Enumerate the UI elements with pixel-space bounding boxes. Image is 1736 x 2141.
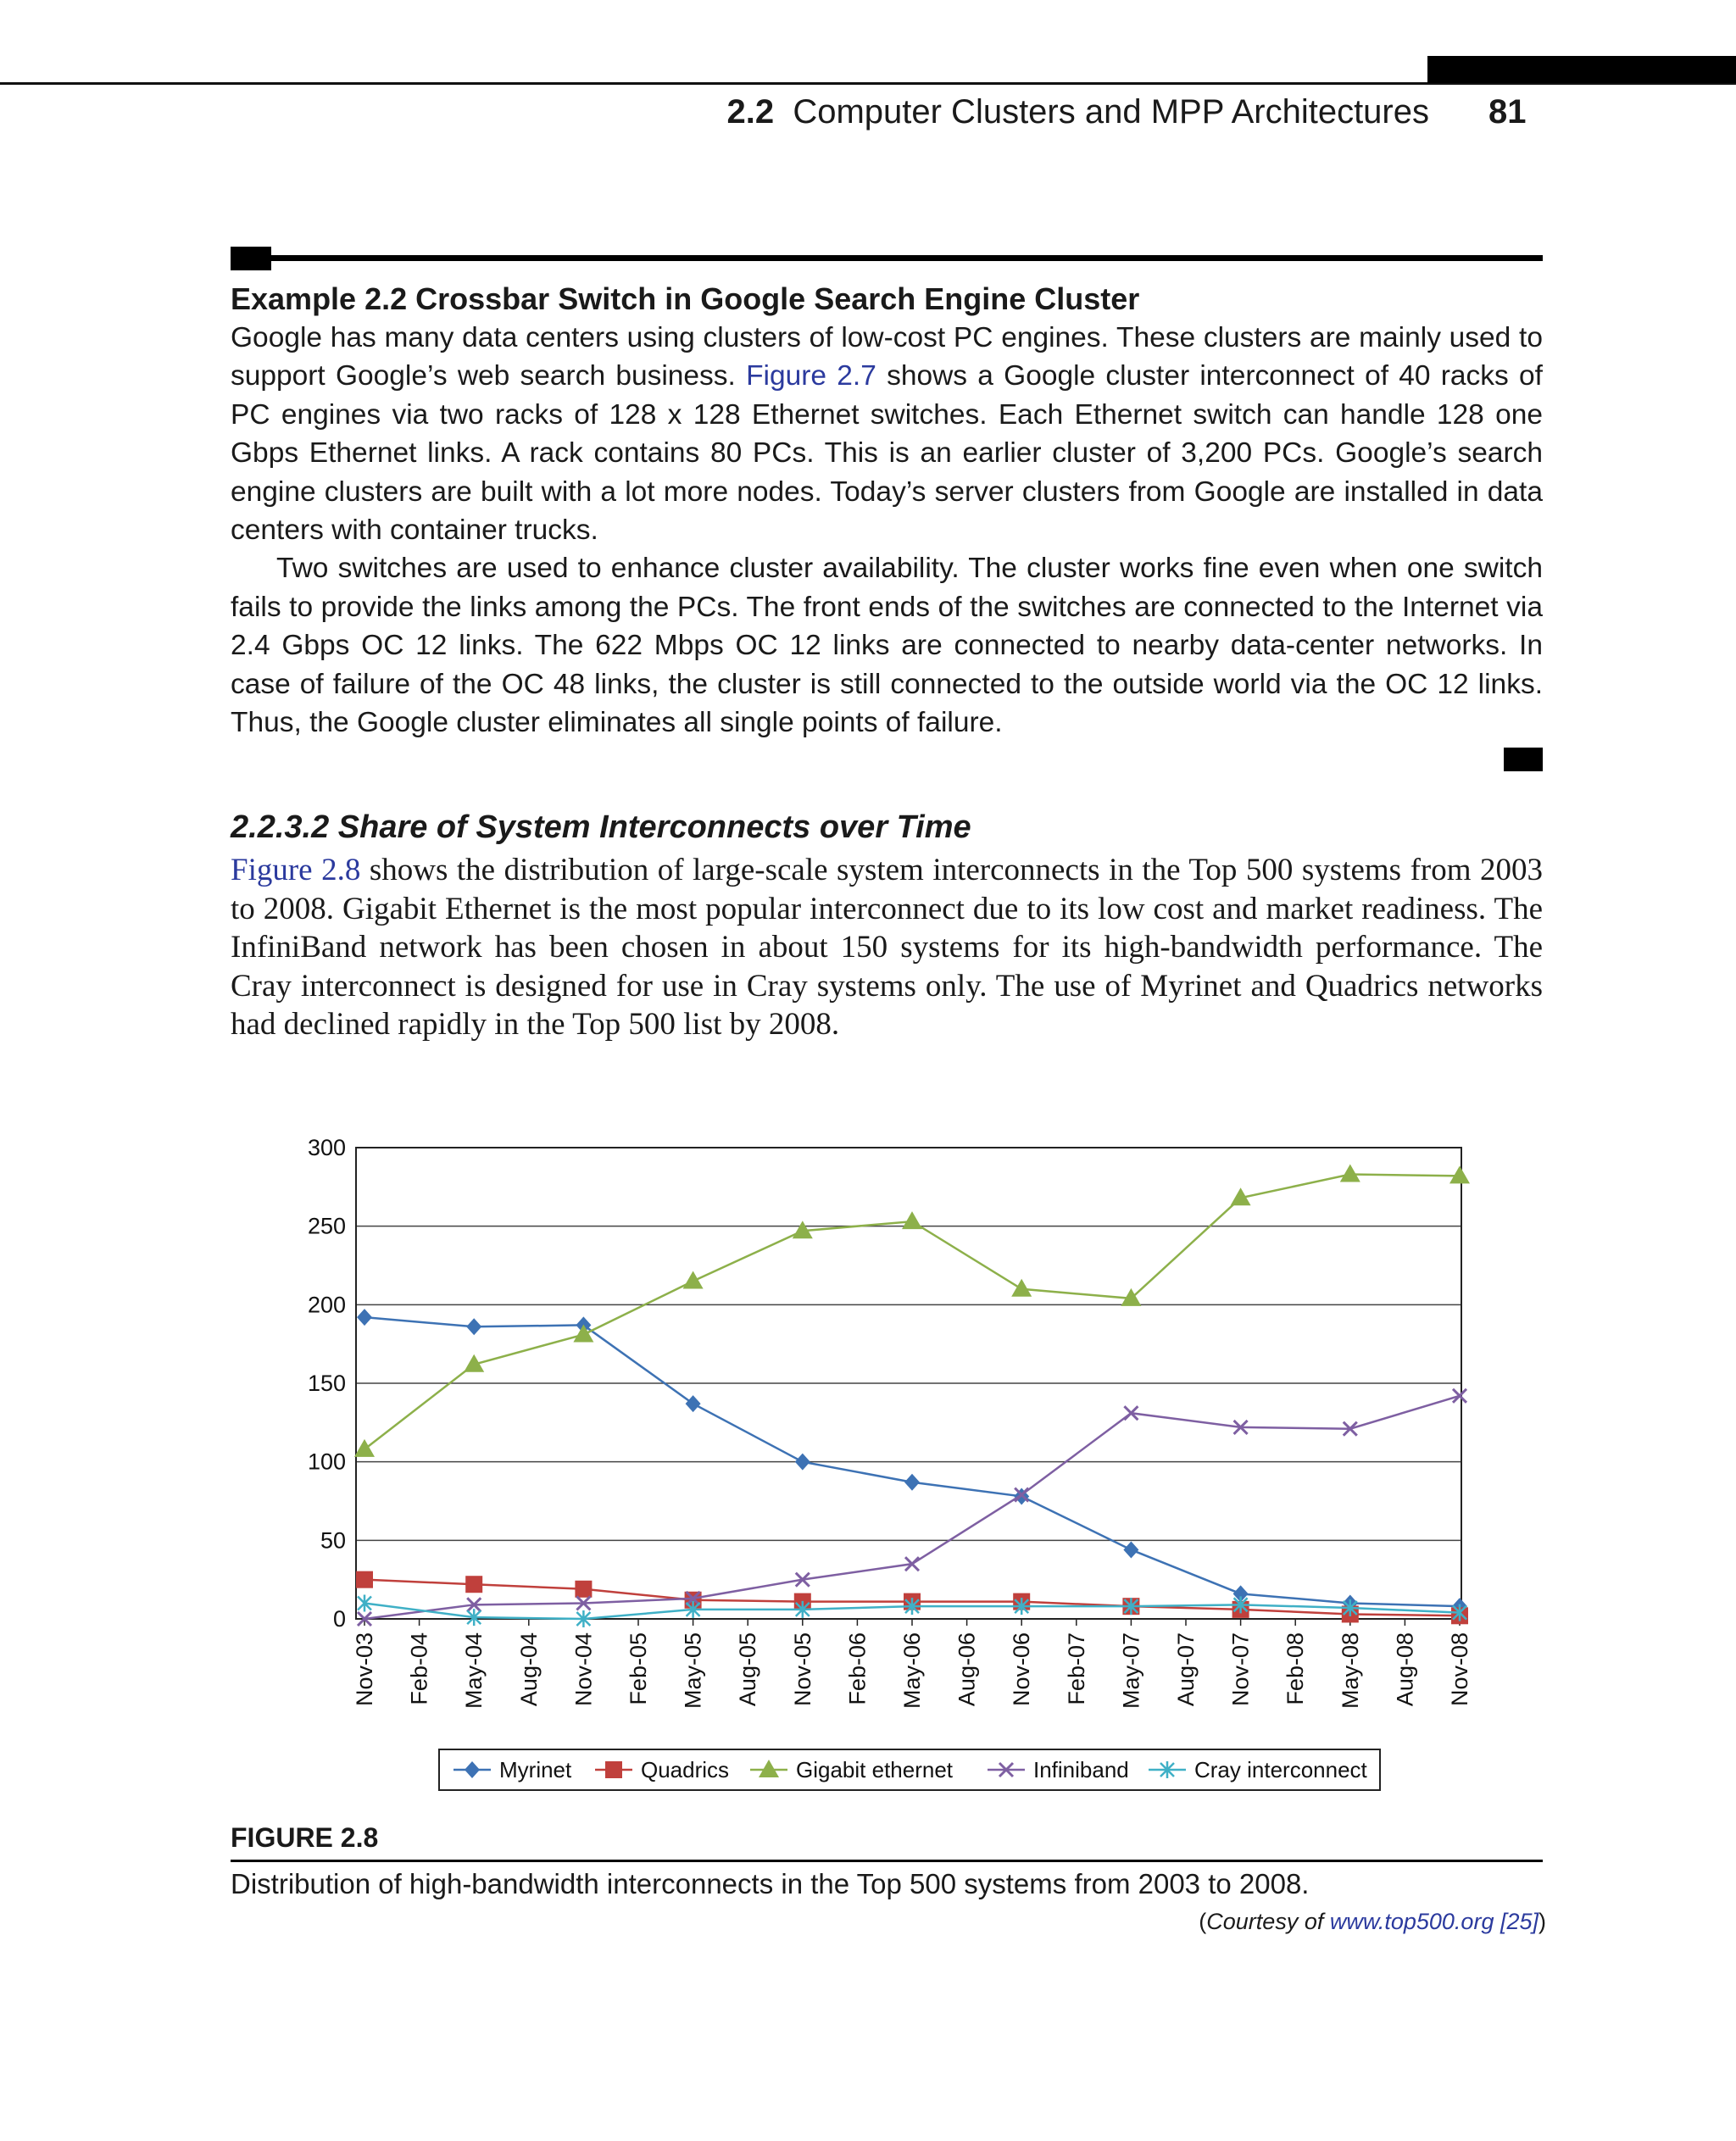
y-tick-label: 200 [307,1292,346,1318]
data-point-myrinet [795,1454,810,1471]
y-tick-label: 250 [307,1213,346,1239]
data-point-myrinet [1123,1541,1138,1558]
x-tick-label: Aug-08 [1392,1632,1418,1707]
data-point-quadrics [356,1571,373,1588]
figure-label: FIGURE 2.8 [231,1822,379,1853]
x-tick-label: Nov-07 [1227,1632,1254,1707]
example-paragraph-1 [231,319,1543,549]
y-tick-label: 100 [307,1449,346,1475]
data-point-gigabit-ethernet [354,1439,375,1457]
section-body-text: shows the distribution of large-scale system interconnects in the Top 500 systems from 2003 to 2008. Gigabit Ethernet is the most popular interconnect due to its low cost and market readiness. The InfiniBand network has been chosen in about 150 systems for its high-bandwidth performance. The Cray interconnect is designed for use in Cray systems only. The use of Myrinet and Quadrics networks had declined rapidly in the Top 500 list by 2008. [231,853,1543,1042]
example-p1-text-a: Google has many data centers using clusters of low-cost PC engines. These clusters are mainly used to support Google’s web search business. [231,322,1543,392]
x-tick-label: Nov-03 [352,1632,377,1707]
data-point-quadrics [465,1576,482,1593]
legend-label-cray-interconnect: Cray interconnect [1194,1757,1367,1782]
data-point-gigabit-ethernet [573,1325,593,1343]
section-running-title: Computer Clusters and MPP Architectures [793,93,1429,131]
data-point-myrinet [466,1318,481,1335]
data-point-gigabit-ethernet [1011,1279,1032,1297]
data-point-quadrics [575,1581,592,1598]
courtesy-close-paren: ) [1538,1909,1546,1934]
data-point-infiniband [1453,1389,1466,1403]
x-tick-label: May-08 [1337,1632,1363,1710]
x-tick-label: May-04 [461,1632,487,1710]
legend-label-quadrics: Quadrics [641,1757,730,1782]
x-tick-label: May-05 [680,1632,706,1710]
legend-label-myrinet: Myrinet [499,1757,572,1782]
data-point-myrinet [686,1395,701,1412]
figure-2-8-link[interactable]: Figure 2.8 [231,853,361,887]
header-tab [1427,56,1736,83]
example-title: Example 2.2 Crossbar Switch in Google Search Engine Cluster [231,281,1140,316]
x-tick-label: Feb-04 [406,1632,432,1705]
courtesy-prefix: Courtesy of [1206,1909,1330,1934]
example-top-rule [231,255,1543,261]
data-point-gigabit-ethernet [902,1211,922,1229]
x-tick-label: Aug-06 [954,1632,980,1707]
example-start-marker [231,247,271,270]
x-tick-label: May-06 [899,1632,925,1710]
figure-caption: Distribution of high-bandwidth interconnects in the Top 500 systems from 2003 to 2008. [231,1868,1310,1899]
interconnect-line-chart [288,1127,1475,1805]
legend-label-infiniband: Infiniband [1033,1757,1129,1782]
figure-courtesy [0,1909,1546,1935]
courtesy-open-paren: ( [1199,1909,1207,1934]
y-tick-label: 50 [320,1527,346,1554]
x-tick-label: Nov-08 [1447,1632,1472,1707]
section-title: 2.2.3.2 Share of System Interconnects over Time [231,809,971,845]
example-p1-text-b: shows a Google cluster interconnect of 40 racks of PC engines via two racks of 128 x 128 Ethernet switches. Each Ethernet switch can handle 128 one Gbps Ethernet links. A rack contains 80 PCs. This is an earlier cluster of 3,200 PCs. Google’s search engine clusters are built with a lot more nodes. Today’s server clusters from Google are installed in data centers with container trucks. [231,360,1543,547]
section-body [231,851,1543,1044]
section-paragraph [231,851,1543,1044]
x-tick-label: Aug-05 [735,1632,761,1707]
figure-2-7-link[interactable]: Figure 2.7 [746,360,876,392]
page-number: 81 [1488,93,1527,131]
x-tick-label: Feb-07 [1063,1632,1089,1705]
data-point-gigabit-ethernet [683,1271,704,1289]
running-head [0,93,1429,131]
data-point-gigabit-ethernet [1340,1165,1360,1182]
data-point-myrinet [357,1309,372,1326]
x-tick-label: Feb-08 [1283,1632,1309,1705]
y-tick-label: 0 [332,1606,346,1632]
x-tick-label: Aug-07 [1173,1632,1199,1707]
figure-caption-rule [231,1860,1543,1862]
top500-link[interactable]: www.top500.org [25] [1329,1909,1538,1934]
y-tick-label: 300 [307,1135,346,1160]
x-tick-label: Feb-05 [626,1632,651,1705]
x-tick-label: Nov-04 [570,1632,597,1707]
example-body [231,319,1543,742]
x-tick-label: Nov-05 [789,1632,815,1707]
example-end-marker [1504,748,1543,771]
x-tick-label: Aug-04 [515,1632,542,1707]
section-number: 2.2 [726,93,775,131]
data-point-myrinet [904,1474,920,1491]
series-line-infiniband [364,1396,1460,1619]
x-tick-label: May-07 [1118,1632,1144,1710]
legend-label-gigabit-ethernet: Gigabit ethernet [796,1757,954,1782]
data-point-gigabit-ethernet [1449,1165,1470,1183]
legend-marker-quadrics [605,1761,622,1778]
example-paragraph-2: Two switches are used to enhance cluster availability. The cluster works fine even when one switch fails to provide the links among the PCs. The front ends of the switches are connected to the Internet via 2.4 Gbps OC 12 links. The 622 Mbps OC 12 links are connected to nearby data-center networks. In case of failure of the OC 48 links, the cluster is still connected to the outside world via the OC 12 links. Thus, the Google cluster eliminates all single points of failure. [231,553,1543,739]
y-tick-label: 150 [307,1371,346,1396]
x-tick-label: Feb-06 [844,1632,871,1705]
x-tick-label: Nov-06 [1009,1632,1035,1707]
